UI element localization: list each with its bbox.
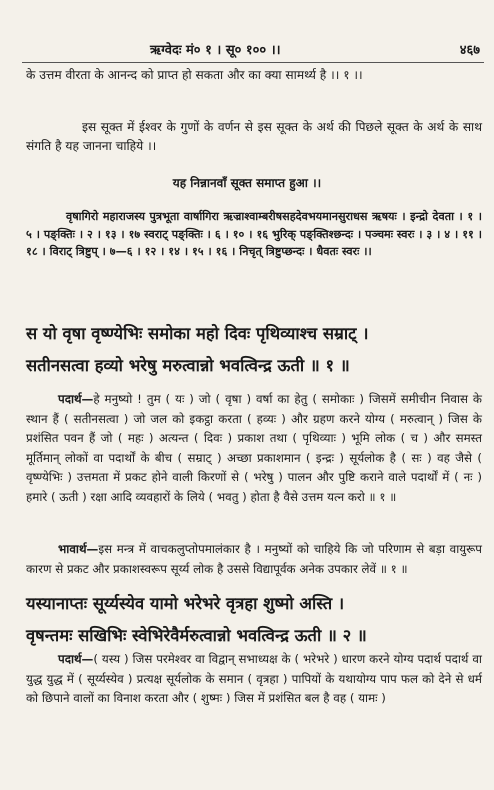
bhavartha-label: भावार्थ— <box>58 542 99 556</box>
sukta-end-note: यह निन्नानवाँ सूक्त समाप्त हुआ ।। <box>172 176 322 190</box>
padartha-2 <box>26 650 482 709</box>
padartha-1 <box>26 390 482 507</box>
sukta-summary: इस सूक्त में ईश्वर के गुणों के वर्णन से इस सूक्त के अर्थ की पिछले सूक्त के अर्थ के साथ संगति है यह जानना चाहिये ।। <box>26 120 482 153</box>
padartha-2-text: ( यस्य ) जिस परमेश्वर वा विद्वान् सभाध्यक्ष के ( भरेभरे ) धारण करने योग्य पदार्थ पदार्थ वा युद्ध युद्ध में ( सूर्य्यस्येव ) प्रत्यक्ष सूर्यलोक के समान ( वृत्रहा ) पापियों के यथायोग्य पाप फल को देने से धर्म को छिपाने वालों का विनाश करता और ( शुष्मः ) जिस में प्रशंसित बल है वह ( यामः ) <box>26 652 482 705</box>
mantra-1-line-2: सतीनसत्वा हव्यो भरेषु मरुत्वान्नो भवत्विन्द्र ऊती ॥ १ ॥ <box>26 356 350 375</box>
mantra-2-line-2: वृषन्तमः सखिभिः स्वेभिरेवैर्मरुत्वान्नो भवत्विन्द्र ऊती ॥ २ ॥ <box>26 626 367 645</box>
bhavartha-1-text: इस मन्त्र में वाचकलुप्तोपमालंकार है । मनुष्यों को चाहिये कि जो परिणाम से बड़ा वायुरूप कारण से प्रकट और प्रकाशस्वरूप सूर्य्य लोक है उससे विद्यापूर्वक अनेक उपकार लेवें ॥ १ ॥ <box>26 542 482 576</box>
padartha-1-text: हे मनुष्यो ! तुम ( यः ) जो ( वृषा ) वर्षा का हेतु ( समोकाः ) जिसमें समीचीन निवास के स्थान हैं ( सतीनसत्वा ) जो जल को इकट्ठा करता ( हव्यः ) और ग्रहण करने योग्य ( मरुत्वान् ) जिस के प्रशंसित पवन हैं जो ( महः ) अत्यन्त ( दिवः ) प्रकाश तथा ( पृथिव्याः ) भूमि लोक ( च ) और समस्त मूर्तिमान् लोकों वा पदार्थों के बीच ( सम्राट् ) अच्छा प्रकाशमान ( इन्द्रः ) सूर्यलोक है ( सः ) वह जैसे ( वृष्ण्येभिः ) उत्तमता में प्रकट होने वाली किरणों से ( भरेषु ) पालन और पुष्टि कराने वाले पदार्थों में ( नः ) हमारे ( ऊती ) रक्षा आदि व्यवहारों के लिये ( भवतु ) होता है वैसे उत्तम यत्न करो ॥ १ ॥ <box>26 392 482 504</box>
padartha-label: पदार्थ— <box>58 652 94 666</box>
previous-sukta-continuation: के उत्तम वीरता के आनन्द को प्राप्त हो सकता और का क्या सामर्थ्य है ।। १ ।। <box>26 68 363 82</box>
page-number: ४६७ <box>459 43 480 58</box>
running-title: ऋग्वेदः मं० १ । सू० १०० ।। <box>150 43 281 58</box>
mantra-1-line-1: स यो वृषा वृष्ण्येभिः समोका महो दिवः पृथिव्याश्च सम्राट् । <box>26 324 369 343</box>
bhavartha-1 <box>26 540 482 579</box>
header-rule <box>22 62 484 63</box>
padartha-label: पदार्थ— <box>58 392 94 406</box>
mantra-1 <box>26 318 482 382</box>
mantra-2 <box>26 588 482 652</box>
mantra-2-line-1: यस्यानाप्तः सूर्य्यस्येव यामो भरेभरे वृत्रहा शुष्मो अस्ति । <box>26 594 345 613</box>
running-header <box>0 40 494 62</box>
sukta-metadata: वृषागिरो महाराजस्य पुत्रभूता वार्षागिरा ऋज्राश्वाम्बरीषसहदेवभयमानसुराधस ऋषयः । इन्द्रो देवता । १ । ५ । पङ्क्तिः । २ । १३ । १७ स्वराट् पङ्क्तिः । ६ । १० । १६ भुरिक् पङ्क्तिश्छन्दः । पञ्चमः स्वरः । ३ । ४ । ११ । १८ । विराट् त्रिष्टुप् । ७—६ । १२ । १४ । १५ । १६ । निचृत् त्रिष्टुप्छन्दः । धैवतः स्वरः ।। <box>26 210 482 258</box>
